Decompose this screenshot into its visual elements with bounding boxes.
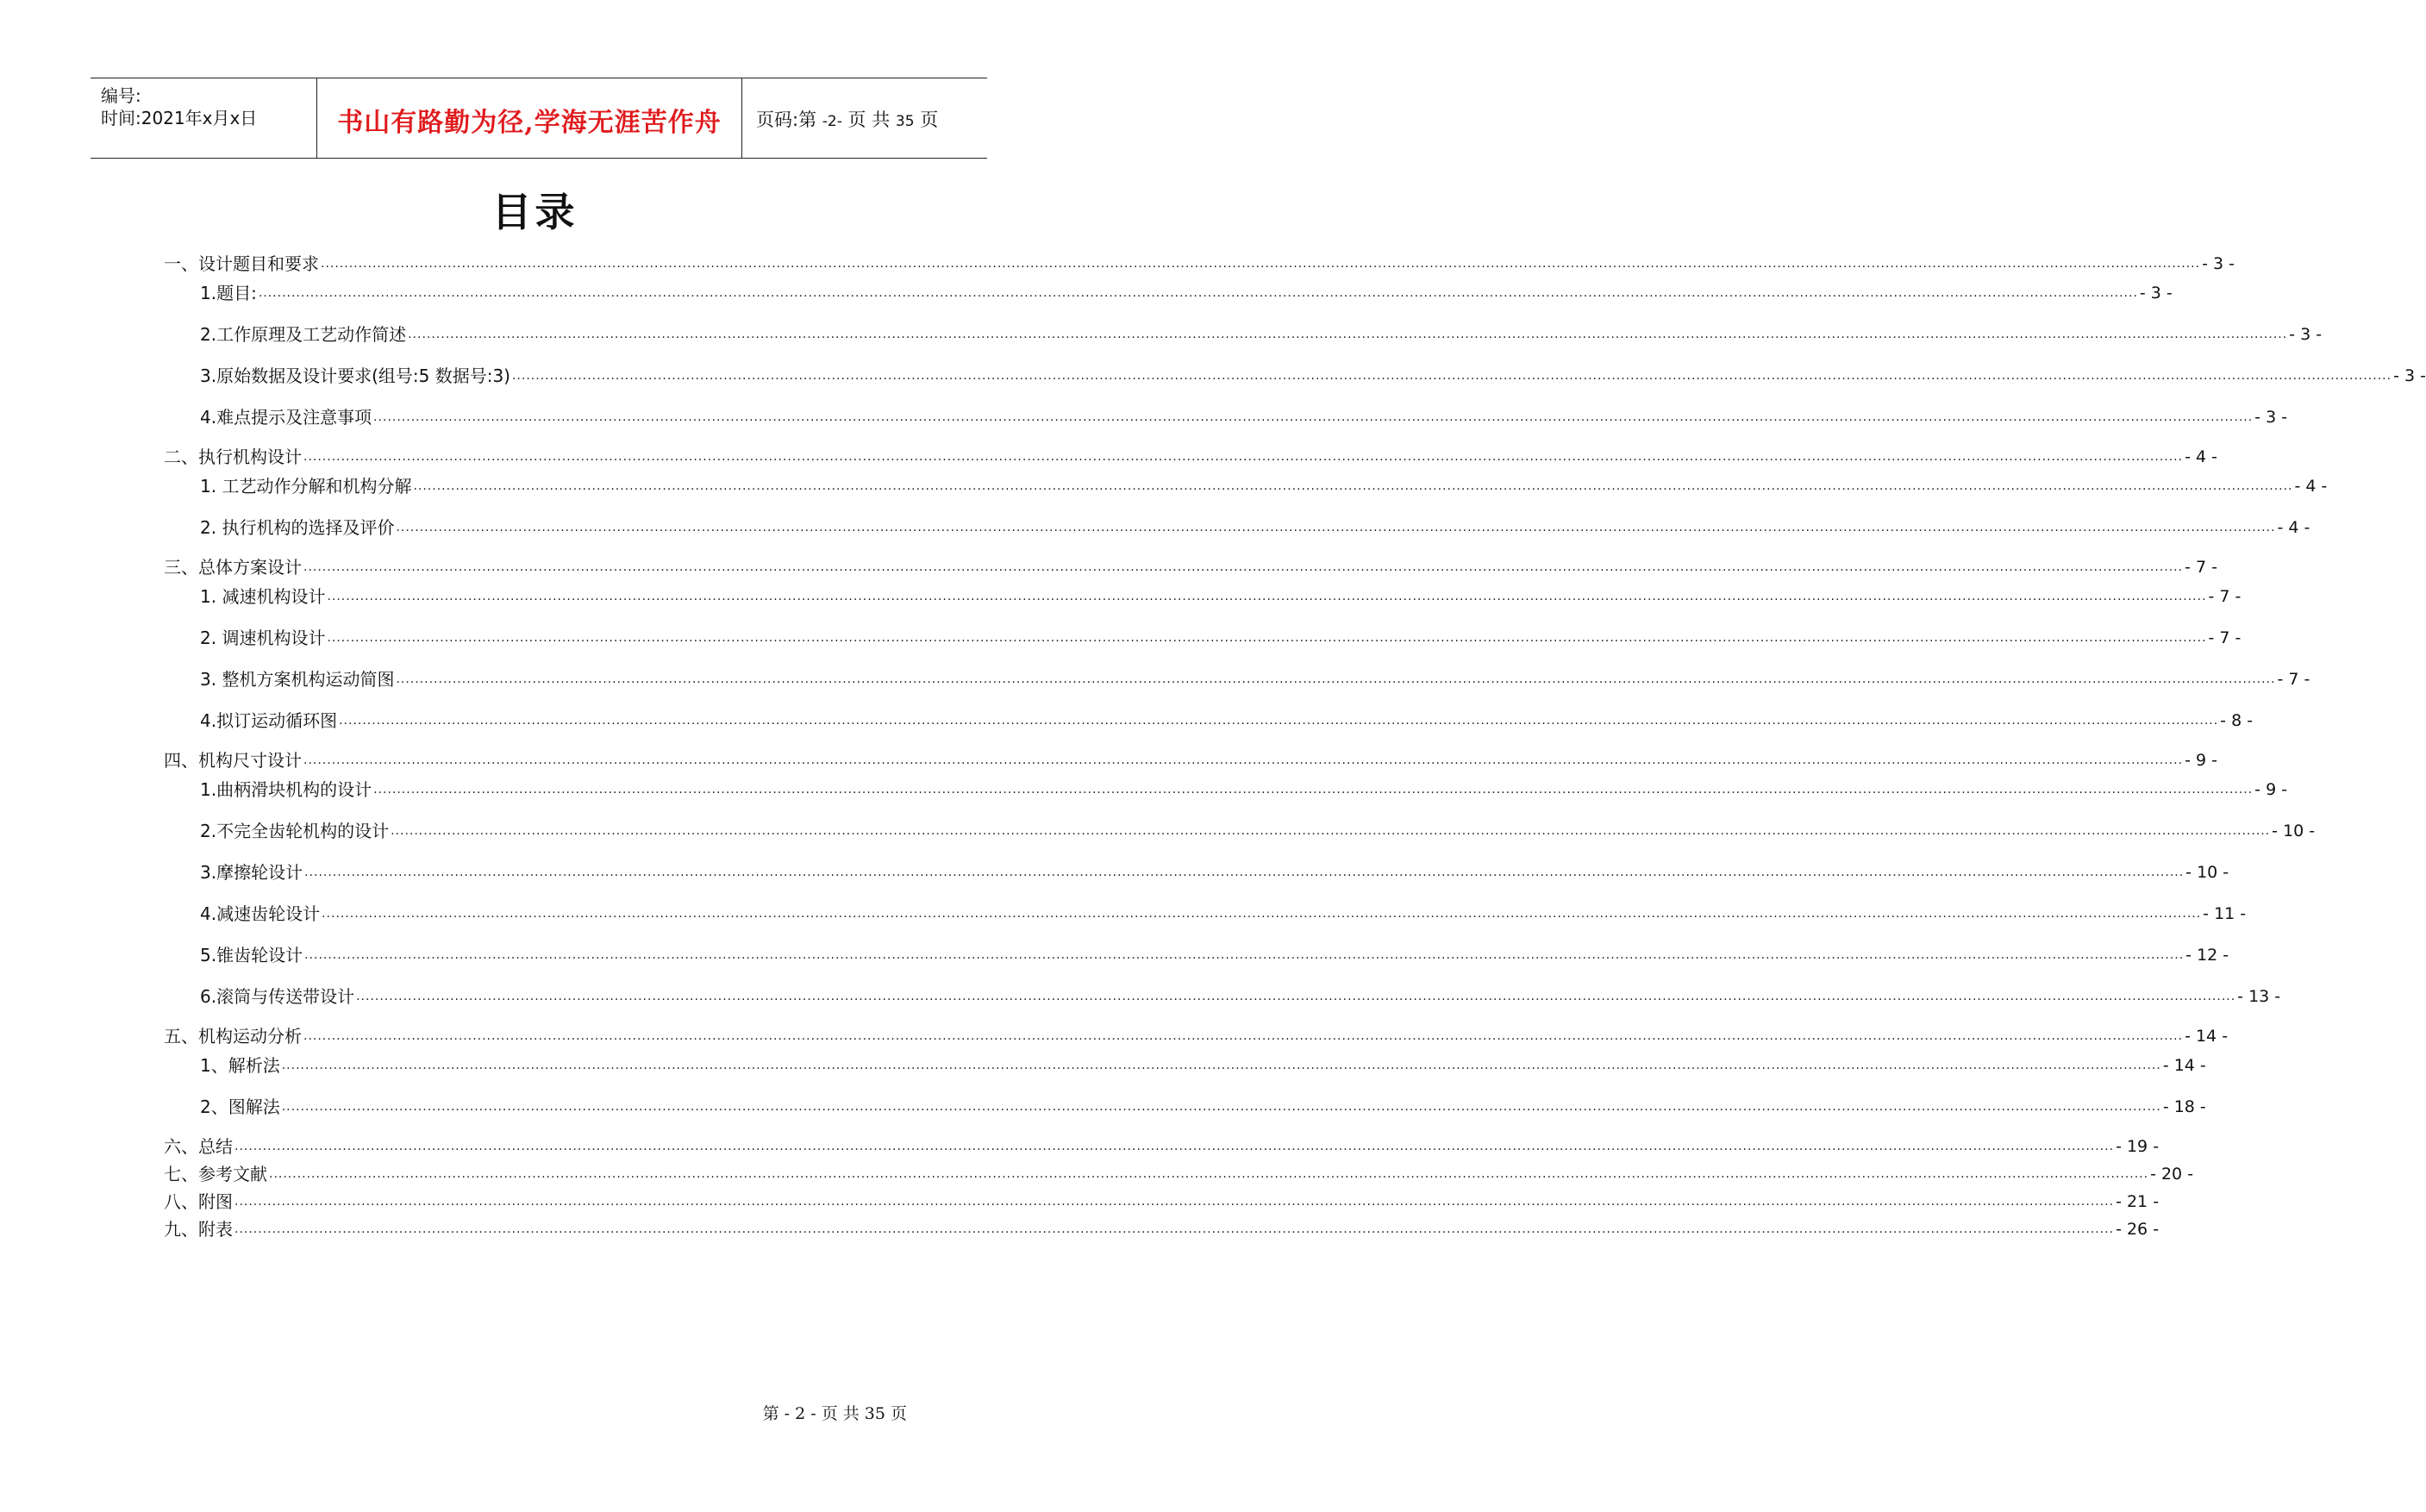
- toc-dot-leader: ................................................................................................................................................................................................................................................................................................................................................................................................................: [281, 1100, 2161, 1114]
- toc-entry-page: - 3 -: [2139, 284, 2173, 303]
- header-page-middle: 页 共: [847, 109, 891, 130]
- toc-entry[interactable]: [200, 586, 2242, 607]
- toc-entry[interactable]: [200, 903, 2247, 924]
- toc-entry-title: 3.摩擦轮设计: [200, 862, 303, 883]
- toc-dot-leader: ................................................................................................................................................................................................................................................................................................................................................................................................................: [373, 410, 2254, 424]
- toc-entry[interactable]: [200, 779, 2288, 800]
- toc-dot-leader: ................................................................................................................................................................................................................................................................................................................................................................................................................: [322, 907, 2202, 921]
- toc-dot-leader: ................................................................................................................................................................................................................................................................................................................................................................................................................: [303, 1029, 2184, 1043]
- toc-entry[interactable]: [164, 1026, 2229, 1047]
- toc-entry[interactable]: [200, 628, 2242, 648]
- toc-entry-title: 2. 调速机构设计: [200, 628, 326, 648]
- header-page-cell: [742, 78, 987, 158]
- toc-entry-page: - 3 -: [2289, 325, 2323, 344]
- toc-entry-title: 五、机构运动分析: [164, 1026, 302, 1047]
- toc-entry-title: 四、机构尺寸设计: [164, 750, 302, 771]
- toc-entry-title: 八、附图: [164, 1191, 233, 1212]
- toc-entry[interactable]: [164, 750, 2217, 771]
- toc-entry[interactable]: [164, 253, 2235, 274]
- toc-entry-page: - 3 -: [2393, 366, 2426, 385]
- toc-dot-leader: ................................................................................................................................................................................................................................................................................................................................................................................................................: [303, 753, 2184, 767]
- toc-entry[interactable]: [164, 557, 2217, 578]
- toc-dot-leader: ................................................................................................................................................................................................................................................................................................................................................................................................................: [234, 1195, 2115, 1209]
- toc-entry-title: 六、总结: [164, 1136, 233, 1157]
- toc-entry[interactable]: [200, 407, 2288, 428]
- toc-entry-title: 2、图解法: [200, 1097, 280, 1117]
- toc-entry-page: - 14 -: [2185, 1027, 2229, 1046]
- toc-entry[interactable]: [164, 447, 2217, 467]
- header-motto: 书山有路勤为径,学海无涯苦作舟: [337, 108, 722, 138]
- toc-entry[interactable]: [200, 476, 2328, 497]
- toc-dot-leader: ................................................................................................................................................................................................................................................................................................................................................................................................................: [258, 286, 2138, 300]
- toc-entry-page: - 3 -: [2254, 408, 2288, 427]
- header-page-current: -2-: [822, 113, 842, 130]
- toc-entry[interactable]: [200, 710, 2254, 731]
- toc-entry[interactable]: [200, 986, 2281, 1007]
- toc-entry[interactable]: [164, 1136, 2160, 1157]
- toc-entry-page: - 18 -: [2162, 1097, 2206, 1116]
- toc-entry[interactable]: [200, 1097, 2206, 1117]
- document-time-label: 时间:2021年x月x日: [101, 108, 258, 128]
- header-motto-cell: [316, 78, 742, 158]
- toc-entry-page: - 9 -: [2254, 780, 2288, 799]
- toc-entry[interactable]: [200, 821, 2316, 841]
- header-page-suffix: 页: [920, 109, 939, 130]
- toc-dot-leader: ................................................................................................................................................................................................................................................................................................................................................................................................................: [511, 369, 2392, 383]
- toc-entry-page: - 10 -: [2272, 822, 2316, 840]
- toc-entry-title: 九、附表: [164, 1219, 233, 1240]
- toc-entry-title: 3.原始数据及设计要求(组号:5 数据号:3): [200, 366, 510, 386]
- toc-entry-page: - 4 -: [2185, 447, 2217, 466]
- header-page-number: [756, 106, 938, 132]
- toc-entry-title: 二、执行机构设计: [164, 447, 302, 467]
- toc-entry-page: - 20 -: [2150, 1165, 2194, 1184]
- toc-entry-page: - 3 -: [2202, 254, 2235, 273]
- toc-dot-leader: ................................................................................................................................................................................................................................................................................................................................................................................................................: [269, 1167, 2149, 1181]
- toc-entry[interactable]: [200, 862, 2229, 883]
- toc-dot-leader: ................................................................................................................................................................................................................................................................................................................................................................................................................: [281, 1059, 2161, 1072]
- toc-dot-leader: ................................................................................................................................................................................................................................................................................................................................................................................................................: [304, 948, 2185, 962]
- toc-entry-title: 2.工作原理及工艺动作简述: [200, 324, 407, 345]
- toc-dot-leader: ................................................................................................................................................................................................................................................................................................................................................................................................................: [408, 328, 2288, 341]
- toc-entry[interactable]: [200, 945, 2229, 965]
- toc-entry[interactable]: [200, 669, 2310, 690]
- toc-entry-title: 七、参考文献: [164, 1164, 267, 1184]
- toc-entry-page: - 8 -: [2220, 711, 2254, 730]
- toc-entry-title: 6.滚筒与传送带设计: [200, 986, 355, 1007]
- toc-entry[interactable]: [200, 1055, 2206, 1076]
- toc-entry-title: 4.拟订运动循环图: [200, 710, 338, 731]
- toc-entry-title: 三、总体方案设计: [164, 557, 302, 578]
- toc-entry-page: - 13 -: [2237, 987, 2281, 1006]
- toc-dot-leader: ................................................................................................................................................................................................................................................................................................................................................................................................................: [391, 824, 2271, 838]
- toc-dot-leader: ................................................................................................................................................................................................................................................................................................................................................................................................................: [303, 450, 2184, 464]
- toc-dot-leader: ................................................................................................................................................................................................................................................................................................................................................................................................................: [234, 1140, 2115, 1153]
- toc-dot-leader: ................................................................................................................................................................................................................................................................................................................................................................................................................: [356, 990, 2236, 1003]
- toc-entry-title: 3. 整机方案机构运动简图: [200, 669, 395, 690]
- toc-entry-page: - 12 -: [2185, 946, 2229, 965]
- toc-entry-page: - 11 -: [2203, 904, 2247, 923]
- toc-entry[interactable]: [200, 366, 2426, 386]
- toc-dot-leader: ................................................................................................................................................................................................................................................................................................................................................................................................................: [396, 521, 2276, 534]
- toc-entry-title: 2.不完全齿轮机构的设计: [200, 821, 390, 841]
- toc-entry-title: 1.曲柄滑块机构的设计: [200, 779, 372, 800]
- toc-entry-page: - 7 -: [2277, 670, 2310, 689]
- toc-dot-leader: ................................................................................................................................................................................................................................................................................................................................................................................................................: [339, 714, 2219, 728]
- page-footer: 第 - 2 - 页 共 35 页: [762, 1404, 907, 1423]
- toc-entry-title: 5.锥齿轮设计: [200, 945, 303, 965]
- toc-entry-page: - 4 -: [2277, 518, 2310, 537]
- toc-entry-title: 一、设计题目和要求: [164, 253, 319, 274]
- toc-dot-leader: ................................................................................................................................................................................................................................................................................................................................................................................................................: [413, 479, 2293, 493]
- page-header: [91, 78, 987, 159]
- header-page-prefix: 页码:第: [756, 109, 817, 130]
- toc-entry-page: - 7 -: [2208, 628, 2242, 647]
- toc-entry-title: 1. 减速机构设计: [200, 586, 326, 607]
- toc-entry-page: - 21 -: [2116, 1192, 2160, 1211]
- toc-entry[interactable]: [200, 283, 2173, 303]
- toc-entry-page: - 7 -: [2208, 587, 2242, 606]
- toc-entry-title: 1、解析法: [200, 1055, 280, 1076]
- toc-entry-page: - 9 -: [2185, 751, 2217, 770]
- toc-entry-page: - 4 -: [2294, 477, 2328, 496]
- toc-entry[interactable]: [164, 1164, 2194, 1184]
- toc-entry-page: - 26 -: [2116, 1220, 2160, 1239]
- toc-entry[interactable]: [200, 324, 2323, 345]
- toc-entry-page: - 14 -: [2162, 1056, 2206, 1075]
- toc-dot-leader: ................................................................................................................................................................................................................................................................................................................................................................................................................: [327, 590, 2207, 603]
- toc-entry-title: 1. 工艺动作分解和机构分解: [200, 476, 412, 497]
- toc-entry-title: 4.减速齿轮设计: [200, 903, 321, 924]
- document-number-label: 编号:: [101, 85, 141, 106]
- toc-entry[interactable]: [164, 1219, 2160, 1240]
- toc-entry[interactable]: [200, 517, 2310, 538]
- toc-entry-title: 4.难点提示及注意事项: [200, 407, 372, 428]
- toc-dot-leader: ................................................................................................................................................................................................................................................................................................................................................................................................................: [373, 783, 2254, 797]
- toc-entry-page: - 19 -: [2116, 1137, 2160, 1156]
- toc-entry-title: 1.题目:: [200, 283, 257, 303]
- toc-dot-leader: ................................................................................................................................................................................................................................................................................................................................................................................................................: [396, 672, 2276, 686]
- page-title: 目录: [491, 189, 578, 235]
- toc-dot-leader: ................................................................................................................................................................................................................................................................................................................................................................................................................: [234, 1222, 2115, 1236]
- toc-entry[interactable]: [164, 1191, 2160, 1212]
- toc-entry-title: 2. 执行机构的选择及评价: [200, 517, 395, 538]
- toc-entry-page: - 10 -: [2185, 863, 2229, 882]
- toc-dot-leader: ................................................................................................................................................................................................................................................................................................................................................................................................................: [304, 865, 2185, 879]
- header-info-cell: [91, 78, 316, 158]
- toc-entry-page: - 7 -: [2185, 558, 2217, 577]
- toc-dot-leader: ................................................................................................................................................................................................................................................................................................................................................................................................................: [303, 560, 2184, 574]
- header-page-total: 35: [895, 113, 915, 130]
- toc-dot-leader: ................................................................................................................................................................................................................................................................................................................................................................................................................: [321, 257, 2201, 271]
- toc-dot-leader: ................................................................................................................................................................................................................................................................................................................................................................................................................: [327, 631, 2207, 645]
